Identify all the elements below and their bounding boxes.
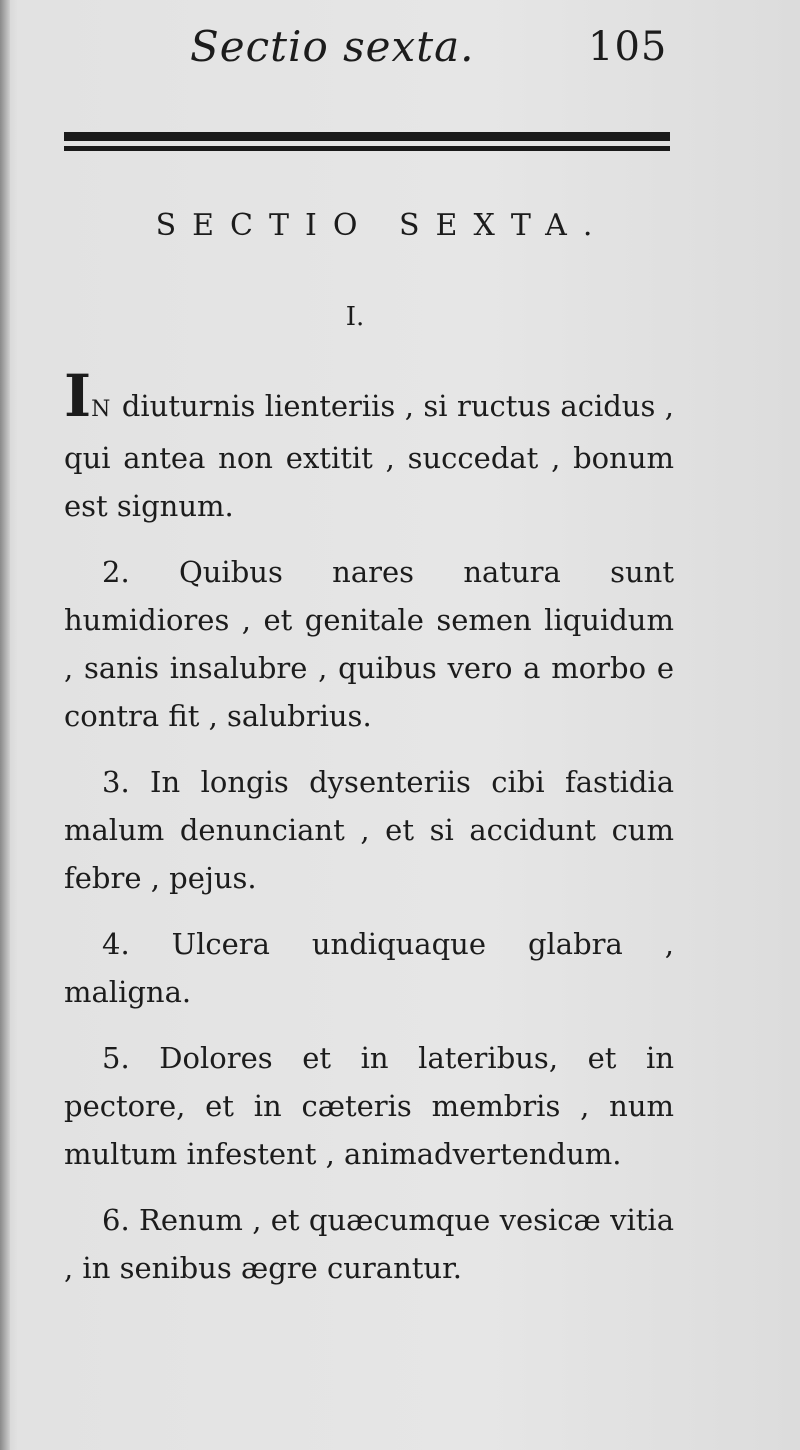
rule-thick-line bbox=[64, 132, 670, 141]
small-cap: N bbox=[91, 397, 113, 422]
aphorism-4: 4. Ulcera undiquaque glabra , maligna. bbox=[64, 927, 674, 1009]
aphorism-1 bbox=[64, 362, 674, 530]
aphorism-5: 5. Dolores et in lateribus, et in pectore, et in cæteris membris , num multum infestent , animadvertendum. bbox=[64, 1041, 674, 1171]
aphorism-2: 2. Quibus nares natura sunt humidiores , et genitale semen liquidum , sanis insalubre , quibus vero a morbo e contra fit , salubrius. bbox=[64, 555, 674, 733]
aphorisms-body bbox=[64, 362, 674, 1310]
drop-cap: I bbox=[64, 362, 92, 430]
rule-thin-line bbox=[64, 146, 670, 151]
page-number: 105 bbox=[588, 24, 668, 70]
aphorism-6: 6. Renum , et quæcumque vesicæ vitia , in senibus ægre curantur. bbox=[64, 1203, 674, 1285]
aphorism-1-text: diuturnis lienteriis , si ructus acidus , qui antea non extitit , succedat , bonum est signum. bbox=[64, 389, 674, 523]
running-head bbox=[0, 22, 800, 82]
aphorism-3: 3. In longis dysenteriis cibi fastidia malum denunciant , et si accidunt cum febre , pejus. bbox=[64, 765, 674, 895]
aphorism-heading: I. bbox=[345, 302, 365, 332]
double-rule-divider bbox=[64, 132, 670, 156]
running-title: Sectio sexta. bbox=[190, 22, 475, 71]
section-title: SECTIO SEXTA. bbox=[155, 208, 609, 243]
